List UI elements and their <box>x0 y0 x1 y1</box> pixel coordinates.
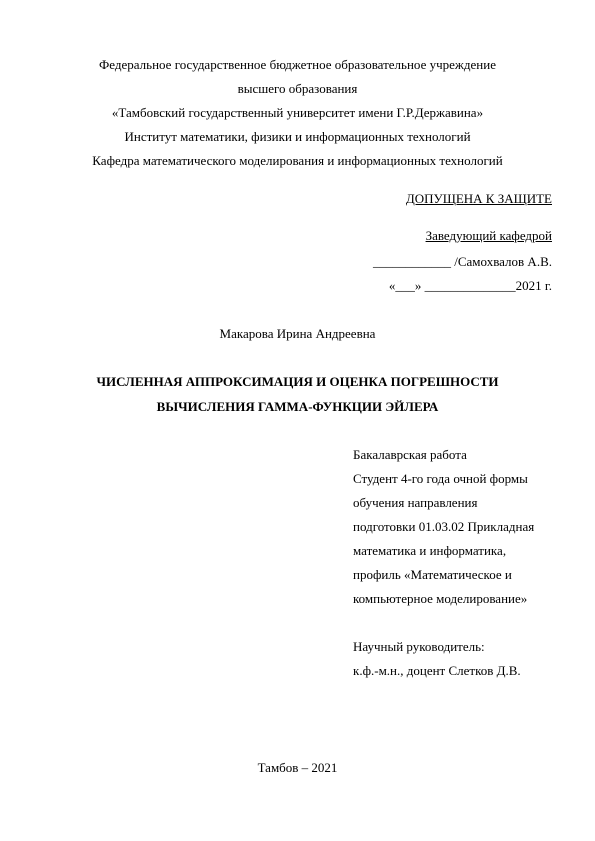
header-line-1: Федеральное государственное бюджетное образовательное учреждение <box>99 57 496 72</box>
header-line-3: «Тамбовский государственный университет имени Г.Р.Державина» <box>111 105 484 120</box>
work-info-line-6: профиль «Математическое и <box>353 567 512 582</box>
footer-city-year: Тамбов – 2021 <box>257 760 338 775</box>
work-info-line-3: обучения направления <box>353 495 478 510</box>
thesis-title-line-1: ЧИСЛЕННАЯ АППРОКСИМАЦИЯ И ОЦЕНКА ПОГРЕШНОСТИ <box>96 374 499 389</box>
header-line-2: высшего образования <box>237 81 358 96</box>
approval-head: Заведующий кафедрой <box>425 228 552 243</box>
thesis-title-line-2: ВЫЧИСЛЕНИЯ ГАММА-ФУНКЦИИ ЭЙЛЕРА <box>156 399 439 414</box>
header-line-4: Институт математики, физики и информационных технологий <box>124 129 471 144</box>
approval-signature: ____________ /Самохвалов А.В. <box>373 254 552 269</box>
supervisor-name: к.ф.-м.н., доцент Слетков Д.В. <box>353 663 521 678</box>
work-info-line-1: Бакалаврская работа <box>353 447 467 462</box>
author-name: Макарова Ирина Андреевна <box>219 326 376 341</box>
approval-date: «___» ______________2021 г. <box>388 278 552 293</box>
work-info-line-7: компьютерное моделирование» <box>353 591 528 606</box>
work-info-line-4: подготовки 01.03.02 Прикладная <box>353 519 535 534</box>
header-line-5: Кафедра математического моделирования и информационных технологий <box>92 153 503 168</box>
supervisor-label: Научный руководитель: <box>353 639 485 654</box>
work-info-line-2: Студент 4-го года очной формы <box>353 471 528 486</box>
approval-title: ДОПУЩЕНА К ЗАЩИТЕ <box>405 191 552 206</box>
work-info-line-5: математика и информатика, <box>353 543 507 558</box>
